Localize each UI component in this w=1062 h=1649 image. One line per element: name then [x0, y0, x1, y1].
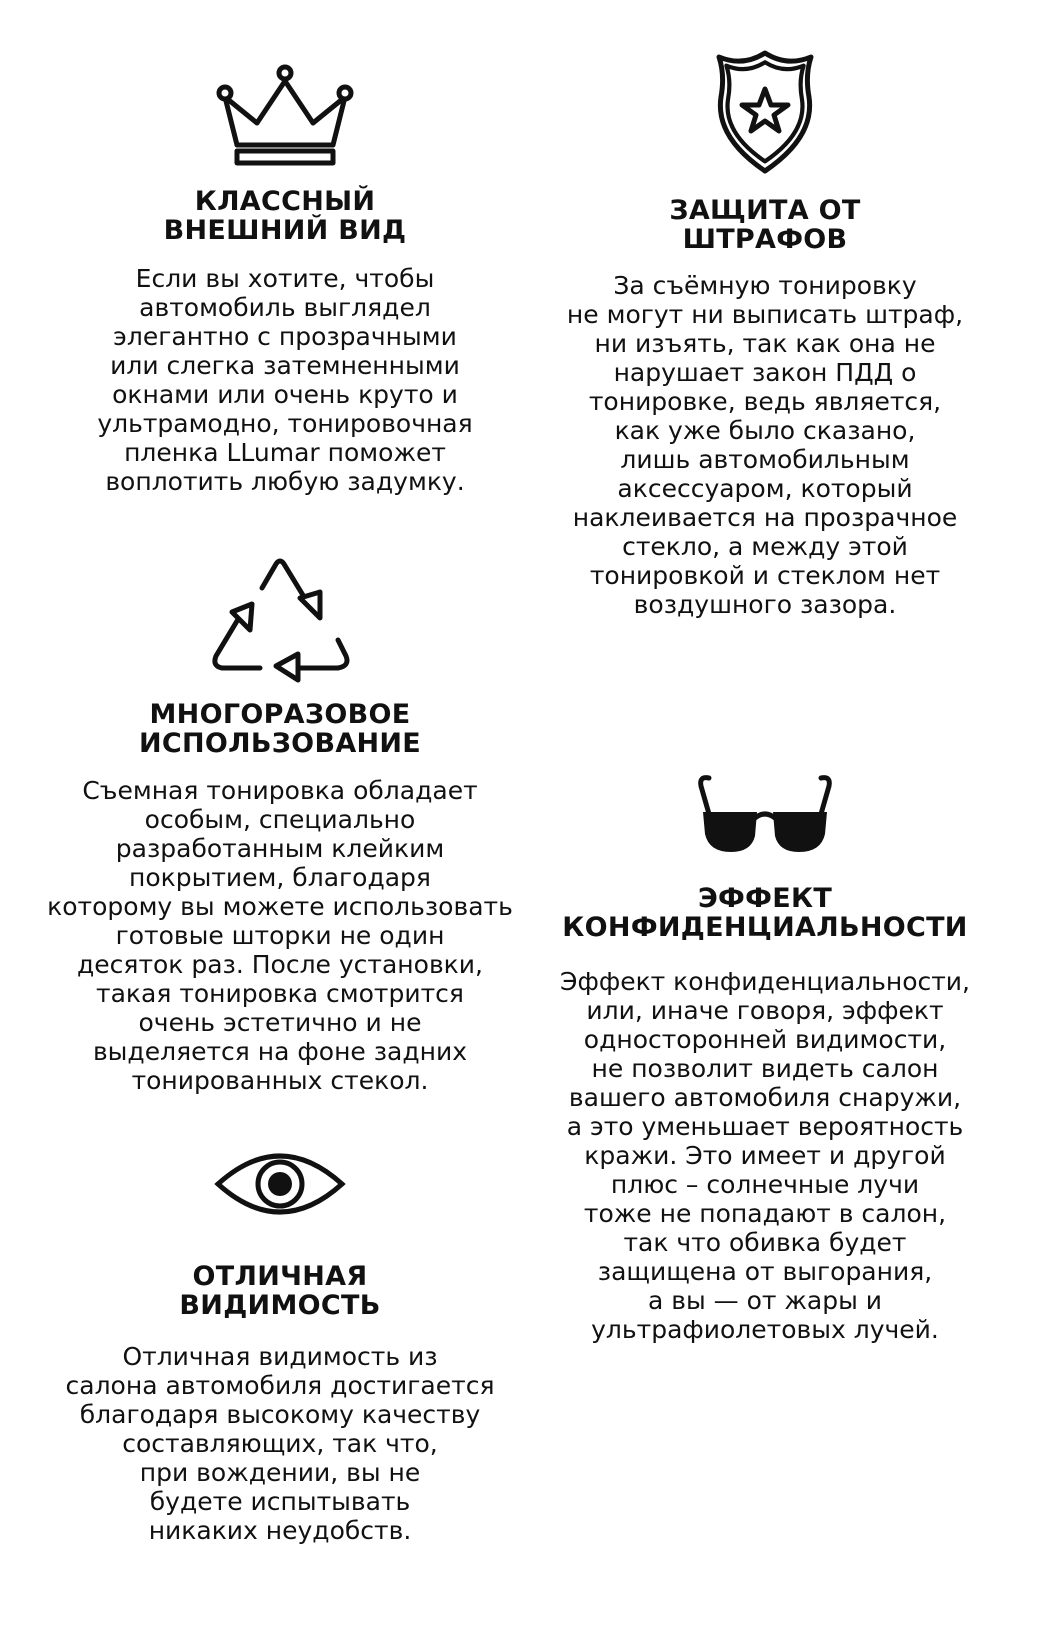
- feature-text-line: или, иначе говоря, эффект: [586, 996, 944, 1025]
- eye-icon: [214, 1148, 346, 1220]
- feature-text-line: Отличная видимость из: [122, 1342, 438, 1371]
- feature-text-line: плюс – солнечные лучи: [610, 1170, 920, 1199]
- feature-text-line: покрытием, благодаря: [129, 863, 431, 892]
- feature-title-line: КЛАССНЫЙ: [194, 186, 376, 217]
- feature-text: [530, 967, 1000, 1344]
- feature-text-line: ни изъять, так как она не: [594, 329, 936, 358]
- feature-text-line: не могут ни выписать штраф,: [566, 300, 964, 329]
- feature-text-line: такая тонировка смотрится: [96, 979, 464, 1008]
- feature-text-line: аксессуаром, который: [617, 474, 913, 503]
- feature-text-line: тонированных стекол.: [131, 1066, 429, 1095]
- feature-text-line: стекло, а между этой: [622, 532, 908, 561]
- feature-text: [60, 264, 510, 496]
- feature-title-line: ШТРАФОВ: [682, 224, 848, 255]
- feature-text-line: воздушного зазора.: [633, 590, 897, 619]
- feature-title: [535, 196, 995, 254]
- feature-title-line: ВНЕШНИЙ ВИД: [163, 215, 407, 246]
- feature-text-line: никаких неудобств.: [148, 1516, 412, 1545]
- feature-text-line: защищена от выгорания,: [597, 1257, 933, 1286]
- feature-visibility: [40, 1148, 520, 1545]
- feature-text-line: как уже было сказано,: [614, 416, 916, 445]
- feature-text-line: Если вы хотите, чтобы: [135, 264, 435, 293]
- feature-title-line: ИСПОЛЬЗОВАНИЕ: [138, 728, 422, 759]
- feature-text-line: тонировке, ведь является,: [588, 387, 942, 416]
- feature-reusable: [30, 558, 530, 1095]
- feature-text-line: воплотить любую задумку.: [105, 467, 465, 496]
- police-shield-star-icon: [705, 45, 825, 180]
- feature-text-line: или слегка затемненными: [110, 351, 460, 380]
- feature-title-line: ВИДИМОСТЬ: [179, 1290, 381, 1321]
- feature-privacy: [530, 770, 1000, 1344]
- feature-text-line: тонировкой и стеклом нет: [589, 561, 941, 590]
- feature-text-line: Съемная тонировка обладает: [82, 776, 478, 805]
- feature-text-line: тоже не попадают в салон,: [583, 1199, 947, 1228]
- feature-text-line: вашего автомобиля снаружи,: [568, 1083, 962, 1112]
- feature-title-line: КОНФИДЕНЦИАЛЬНОСТИ: [562, 912, 968, 943]
- feature-title: [530, 884, 1000, 942]
- feature-text: [535, 271, 995, 619]
- sunglasses-icon: [695, 770, 835, 860]
- feature-text-line: ультрафиолетовых лучей.: [591, 1315, 939, 1344]
- recycle-icon: [210, 558, 350, 686]
- feature-text-line: готовые шторки не один: [115, 921, 445, 950]
- feature-text-line: салона автомобиля достигается: [65, 1371, 495, 1400]
- feature-text-line: окнами или очень круто и: [112, 380, 458, 409]
- feature-title-line: МНОГОРАЗОВОЕ: [149, 699, 411, 730]
- feature-text-line: не позволит видеть салон: [591, 1054, 939, 1083]
- feature-text-line: лишь автомобильным: [620, 445, 910, 474]
- feature-text-line: кражи. Это имеет и другой: [584, 1141, 946, 1170]
- feature-text-line: односторонней видимости,: [583, 1025, 947, 1054]
- feature-title: [30, 700, 530, 758]
- feature-text-line: при вождении, вы не: [139, 1458, 421, 1487]
- feature-text-line: разработанным клейким: [115, 834, 445, 863]
- feature-title: [60, 187, 510, 245]
- feature-text-line: ультрамодно, тонировочная: [97, 409, 473, 438]
- feature-fine-protection: [535, 45, 995, 619]
- feature-title: [40, 1262, 520, 1320]
- feature-title-line: ЭФФЕКТ: [697, 883, 833, 914]
- feature-text-line: наклеивается на прозрачное: [572, 503, 958, 532]
- feature-text-line: За съёмную тонировку: [613, 271, 917, 300]
- feature-text-line: Эффект конфиденциальности,: [559, 967, 970, 996]
- feature-text-line: а вы — от жары и: [647, 1286, 883, 1315]
- feature-text-line: десяток раз. После установки,: [77, 950, 483, 979]
- feature-text-line: пленка LLumar поможет: [124, 438, 446, 467]
- feature-text-line: особым, специально: [144, 805, 416, 834]
- crown-icon: [215, 55, 355, 170]
- feature-classy-look: [60, 55, 510, 496]
- feature-text-line: элегантно с прозрачными: [113, 322, 457, 351]
- feature-text-line: составляющих, так что,: [122, 1429, 438, 1458]
- feature-text-line: автомобиль выглядел: [139, 293, 431, 322]
- feature-text-line: которому вы можете использовать: [47, 892, 513, 921]
- feature-text-line: благодаря высокому качеству: [79, 1400, 481, 1429]
- feature-title-line: ЗАЩИТА ОТ: [669, 195, 861, 226]
- feature-text-line: так что обивка будет: [623, 1228, 907, 1257]
- feature-text-line: а это уменьшает вероятность: [566, 1112, 964, 1141]
- feature-text-line: будете испытывать: [149, 1487, 411, 1516]
- feature-text-line: очень эстетично и не: [138, 1008, 422, 1037]
- feature-text: [40, 1342, 520, 1545]
- feature-text-line: выделяется на фоне задних: [92, 1037, 468, 1066]
- feature-text-line: нарушает закон ПДД о: [613, 358, 917, 387]
- feature-title-line: ОТЛИЧНАЯ: [192, 1261, 368, 1292]
- feature-text: [30, 776, 530, 1095]
